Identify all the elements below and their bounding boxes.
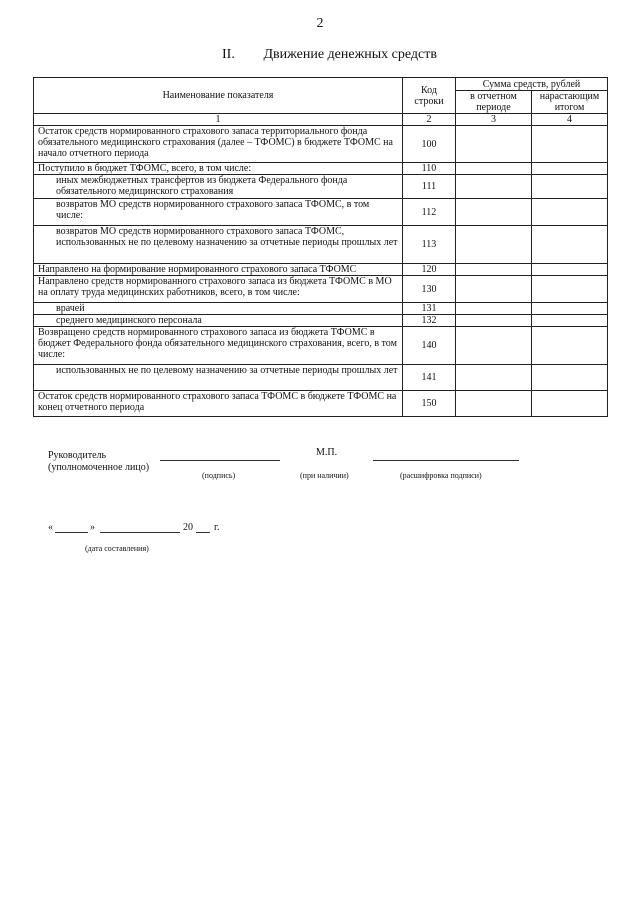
row-name: Направлено на формирование нормированного страхового запаса ТФОМС bbox=[34, 264, 403, 276]
table-row bbox=[34, 126, 608, 163]
value-cell-cumulative bbox=[532, 163, 608, 175]
section-number: II. bbox=[222, 47, 235, 62]
head-label: Руководитель bbox=[48, 450, 107, 461]
table-row bbox=[34, 276, 608, 303]
stamp-label: М.П. bbox=[316, 447, 338, 458]
value-cell-period bbox=[456, 175, 532, 199]
row-code: 113 bbox=[403, 226, 456, 264]
table-row bbox=[34, 175, 608, 199]
signature-hint: (подпись) bbox=[202, 471, 236, 480]
row-code: 111 bbox=[403, 175, 456, 199]
signature-line bbox=[160, 460, 280, 461]
year-line bbox=[196, 532, 210, 533]
table-row bbox=[34, 303, 608, 315]
table-row bbox=[34, 199, 608, 226]
value-cell-period bbox=[456, 327, 532, 365]
column-number: 1 bbox=[34, 114, 403, 126]
value-cell-period bbox=[456, 391, 532, 417]
row-name: Поступило в бюджет ТФОМС, всего, в том числе: bbox=[34, 163, 403, 175]
day-line bbox=[55, 532, 88, 533]
value-cell-cumulative bbox=[532, 365, 608, 391]
header-name: Наименование показателя bbox=[34, 78, 403, 114]
value-cell-cumulative bbox=[532, 199, 608, 226]
value-cell-cumulative bbox=[532, 126, 608, 163]
header-period: в отчетном периоде bbox=[456, 91, 532, 114]
table-row bbox=[34, 163, 608, 175]
row-name: использованных не по целевому назначению за отчетные периоды прошлых лет bbox=[34, 365, 403, 391]
value-cell-period bbox=[456, 303, 532, 315]
authorized-person-label: (уполномоченное лицо) bbox=[48, 462, 150, 473]
header-code: Код строки bbox=[403, 78, 456, 114]
value-cell-cumulative bbox=[532, 391, 608, 417]
table-row bbox=[34, 391, 608, 417]
if-present-hint: (при наличии) bbox=[300, 471, 349, 480]
month-line bbox=[100, 532, 180, 533]
row-name: Направлено средств нормированного страхового запаса из бюджета ТФОМС в МО на оплату труда медицинских работников, всего, в том числе: bbox=[34, 276, 403, 303]
section-title bbox=[222, 47, 437, 63]
section-title-text: Движение денежных средств bbox=[263, 47, 437, 62]
table-row bbox=[34, 327, 608, 365]
column-number: 2 bbox=[403, 114, 456, 126]
row-code: 150 bbox=[403, 391, 456, 417]
row-name: возвратов МО средств нормированного страхового запаса ТФОМС, в том числе: bbox=[34, 199, 403, 226]
row-name: Остаток средств нормированного страхового запаса ТФОМС в бюджете ТФОМС на конец отчетного периода bbox=[34, 391, 403, 417]
value-cell-period bbox=[456, 163, 532, 175]
row-name: иных межбюджетных трансфертов из бюджета Федерального фонда обязательного медицинского страхования bbox=[34, 175, 403, 199]
value-cell-period bbox=[456, 264, 532, 276]
year-suffix: г. bbox=[214, 522, 220, 533]
header-cumulative: нарастающим итогом bbox=[532, 91, 608, 114]
value-cell-cumulative bbox=[532, 276, 608, 303]
row-name: возвратов МО средств нормированного страхового запаса ТФОМС, использованных не по целевому назначению за отчетные периоды прошлых лет bbox=[34, 226, 403, 264]
name-decode-line bbox=[373, 460, 519, 461]
row-code: 141 bbox=[403, 365, 456, 391]
decode-hint: (расшифровка подписи) bbox=[400, 471, 482, 480]
column-number: 4 bbox=[532, 114, 608, 126]
row-code: 100 bbox=[403, 126, 456, 163]
row-code: 120 bbox=[403, 264, 456, 276]
value-cell-period bbox=[456, 199, 532, 226]
value-cell-period bbox=[456, 126, 532, 163]
row-code: 112 bbox=[403, 199, 456, 226]
table-row bbox=[34, 365, 608, 391]
column-number: 3 bbox=[456, 114, 532, 126]
cash-flow-table bbox=[33, 77, 608, 417]
row-name: среднего медицинского персонала bbox=[34, 315, 403, 327]
table-row bbox=[34, 226, 608, 264]
value-cell-period bbox=[456, 315, 532, 327]
row-code: 132 bbox=[403, 315, 456, 327]
value-cell-cumulative bbox=[532, 175, 608, 199]
page-number: 2 bbox=[316, 16, 324, 31]
header-sum-group: Сумма средств, рублей bbox=[456, 78, 608, 91]
table-row bbox=[34, 315, 608, 327]
row-code: 131 bbox=[403, 303, 456, 315]
value-cell-period bbox=[456, 226, 532, 264]
value-cell-cumulative bbox=[532, 226, 608, 264]
value-cell-cumulative bbox=[532, 315, 608, 327]
row-name: Возвращено средств нормированного страхового запаса из бюджета ТФОМС в бюджет Федерального фонда обязательного медицинского страхования, всего, в том числе: bbox=[34, 327, 403, 365]
value-cell-period bbox=[456, 365, 532, 391]
year-prefix: 20 bbox=[183, 522, 193, 533]
row-name: Остаток средств нормированного страхового запаса территориального фонда обязательного медицинского страхования (далее – ТФОМС) в бюджете ТФОМС на начало отчетного периода bbox=[34, 126, 403, 163]
table-row bbox=[34, 264, 608, 276]
row-code: 130 bbox=[403, 276, 456, 303]
value-cell-cumulative bbox=[532, 303, 608, 315]
row-code: 110 bbox=[403, 163, 456, 175]
date-hint: (дата составления) bbox=[85, 544, 149, 553]
value-cell-cumulative bbox=[532, 327, 608, 365]
row-code: 140 bbox=[403, 327, 456, 365]
date-open-quote: « bbox=[48, 522, 53, 533]
date-close-quote: » bbox=[90, 522, 95, 533]
row-name: врачей bbox=[34, 303, 403, 315]
value-cell-period bbox=[456, 276, 532, 303]
value-cell-cumulative bbox=[532, 264, 608, 276]
